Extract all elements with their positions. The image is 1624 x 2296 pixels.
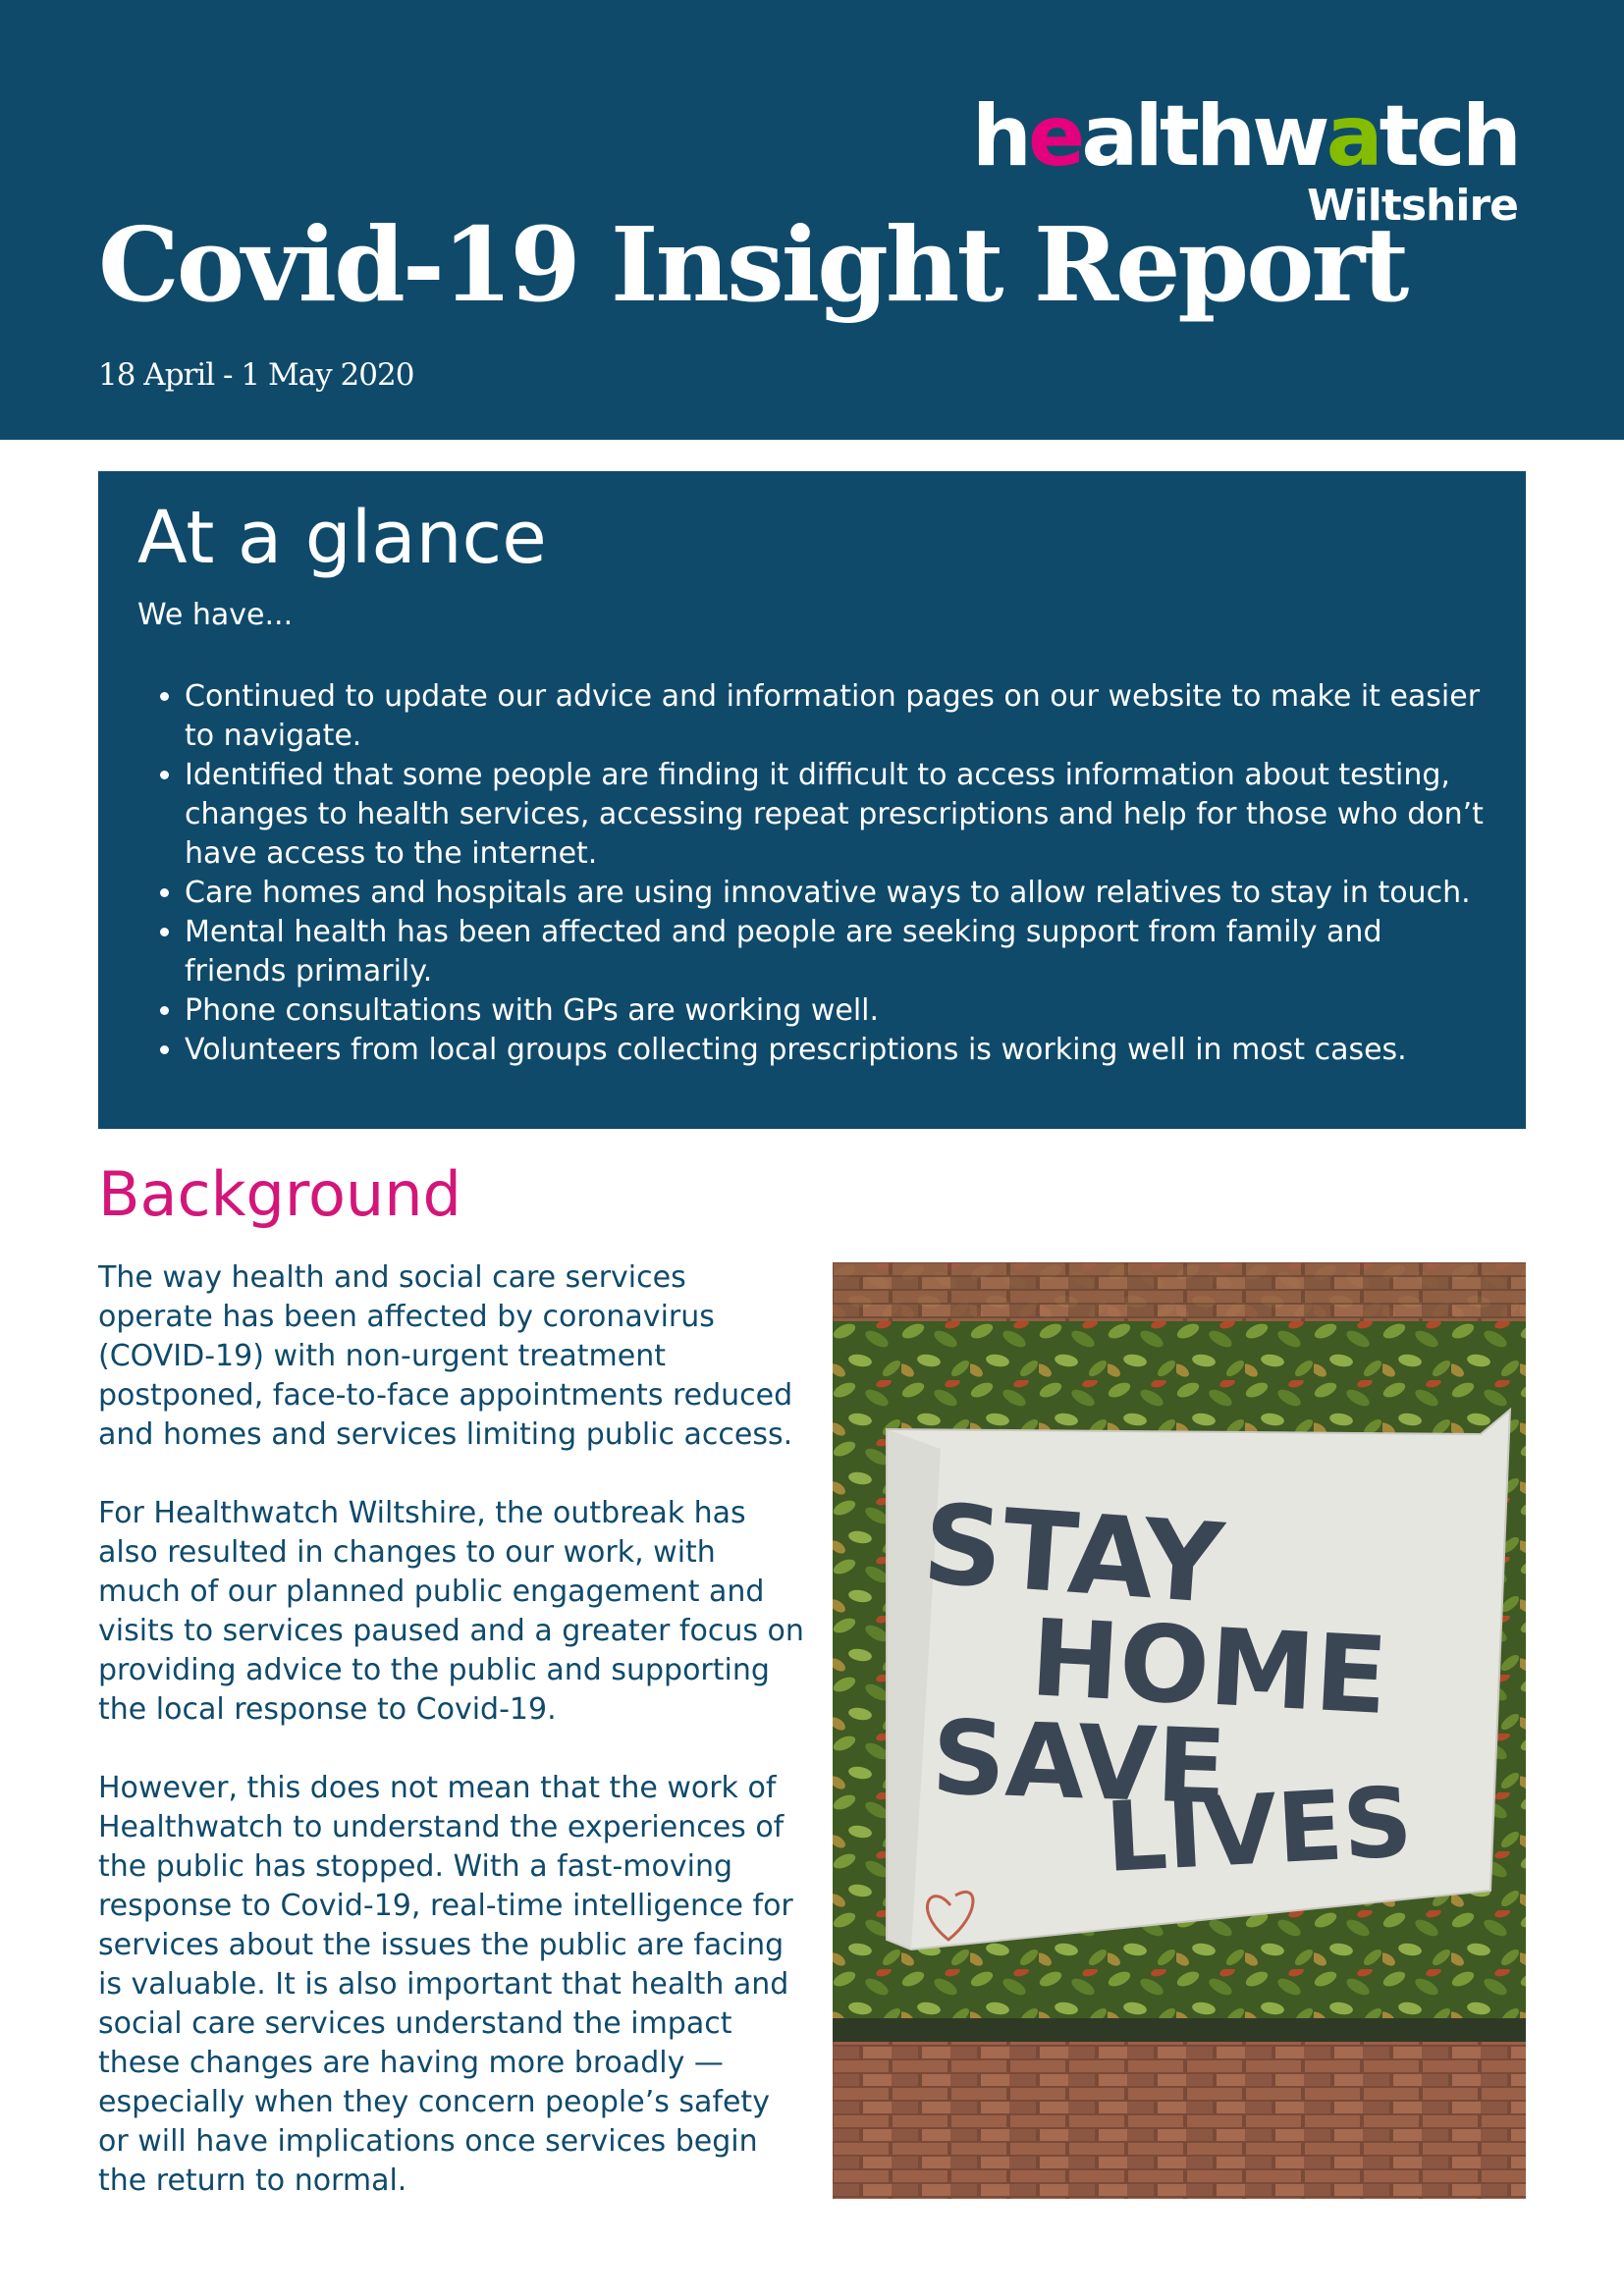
- banner-line: STAY: [919, 1480, 1227, 1629]
- list-item: • Care homes and hospitals are using innovative ways to allow relatives to stay in touch.: [185, 874, 1487, 913]
- page-title: Covid-19 Insight Report: [98, 204, 1407, 325]
- glance-intro: We have...: [137, 598, 294, 633]
- logo-wordmark: healthwatch: [971, 87, 1518, 186]
- background-body: [98, 1258, 805, 2240]
- list-item: • Identified that some people are finding it difficult to access information about testing, changes to health services, accessing repeat prescriptions and help for those who don’t have access to the internet.: [185, 756, 1487, 874]
- stay-home-save-lives-photo: [833, 1262, 1526, 2199]
- logo-subtitle: Wiltshire: [1307, 181, 1518, 231]
- background-heading: Background: [98, 1158, 461, 1230]
- glance-heading: At a glance: [137, 496, 547, 580]
- banner-line: SAVE: [930, 1697, 1229, 1828]
- background-paragraph: For Healthwatch Wiltshire, the outbreak has also resulted in changes to our work, with much of our planned public engagement and visits to services paused and a greater focus on providing advice to the public and supporting the local response to Covid-19.: [98, 1496, 804, 1727]
- list-item: • Phone consultations with GPs are working well.: [185, 991, 1487, 1031]
- banner-line: LIVES: [1103, 1766, 1416, 1895]
- background-paragraph: The way health and social care services operate has been affected by coronavirus (COVID-19) with non-urgent treatment postponed, face-to-face appointments reduced and homes and services limiting public access.: [98, 1260, 793, 1452]
- banner-line: HOME: [1027, 1597, 1391, 1738]
- background-paragraph: However, this does not mean that the work of Healthwatch to understand the experiences of the public has stopped. With a fast-moving response to Covid-19, real-time intelligence for services about the issues the public are facing is valuable. It is also important that health and social care services understand the impact these changes are having more broadly — especially when they concern people’s safety or will have implications once services begin the return to normal.: [98, 1771, 793, 2198]
- header-banner: [0, 0, 1624, 440]
- glance-list: [137, 677, 1487, 1070]
- list-item: • Continued to update our advice and information pages on our website to make it easier to navigate.: [185, 677, 1487, 756]
- list-item: • Mental health has been affected and people are seeking support from family and friends primarily.: [185, 913, 1487, 991]
- report-date-range: 18 April - 1 May 2020: [98, 357, 414, 393]
- list-item: • Volunteers from local groups collecting prescriptions is working well in most cases.: [185, 1031, 1487, 1070]
- at-a-glance-box: [98, 471, 1526, 1129]
